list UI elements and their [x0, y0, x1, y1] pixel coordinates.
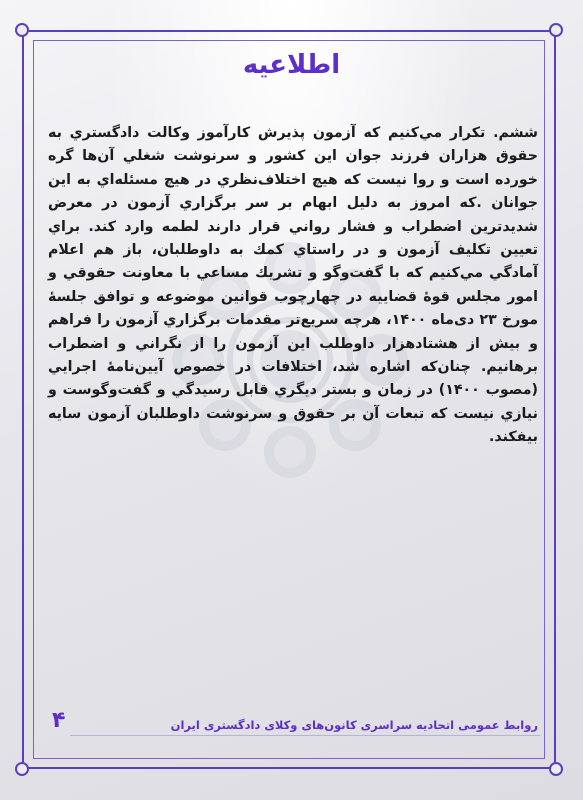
notice-title: اطلاعیه [242, 50, 341, 80]
notice-body-text: ششم. تكرار مي‌كنيم كه آزمون پذيرش كارآموز وكالت دادگستري به حقوق هزاران فرزند جوان اين كشور و سرنوشت شغلي آن‌ها گره خورده است و روا نيست كه هيچ اختلاف‌نظري در هيچ مسئله‌اي به اين جوانان .كه امروز به دليل ابهام بر سر برگزاري آزمون در معرض شديدترين اضطراب و فشار رواني قرار دارند لطمه وارد كند. براي تعيين تكليف آزمون و در راستاي كمك به داوطلبان، باز هم اعلام آمادگي مي‌كنيم كه با گفت‌وگو و تشريك مساعي با معاونت حقوقي و امور مجلس قوهٔ قضاييه در چهارچوب قوانين موضوعه و توافق جلسهٔ مورخ ۲۳ دی‌ماه ۱۴۰۰، هرچه سريع‌تر مقدمات برگزاري آزمون را فراهم و بيش از هشتادهزار داوطلب اين آزمون را از نگراني و اضطراب برهانيم. چنان‌كه اشاره شد، اختلافات در خصوص آيين‌نامهٔ اجرايي (مصوب ۱۴۰۰) در زمان و بستر ديگري قابل رسيدگي و گفت‌وگوست و نيازي نيست كه تبعات آن بر حقوق و سرنوشت داوطلبان آزمون سايه بيفكند. [48, 125, 538, 446]
page-number: ۴ [52, 708, 66, 733]
corner-ornament [15, 23, 29, 37]
footer-divider [70, 735, 540, 736]
footer-organization: روابط عمومی اتحادیه سراسری کانون‌های وکلای دادگستری ایران [170, 718, 538, 732]
corner-ornament [549, 23, 563, 37]
corner-ornament [15, 762, 29, 776]
corner-ornament [549, 762, 563, 776]
